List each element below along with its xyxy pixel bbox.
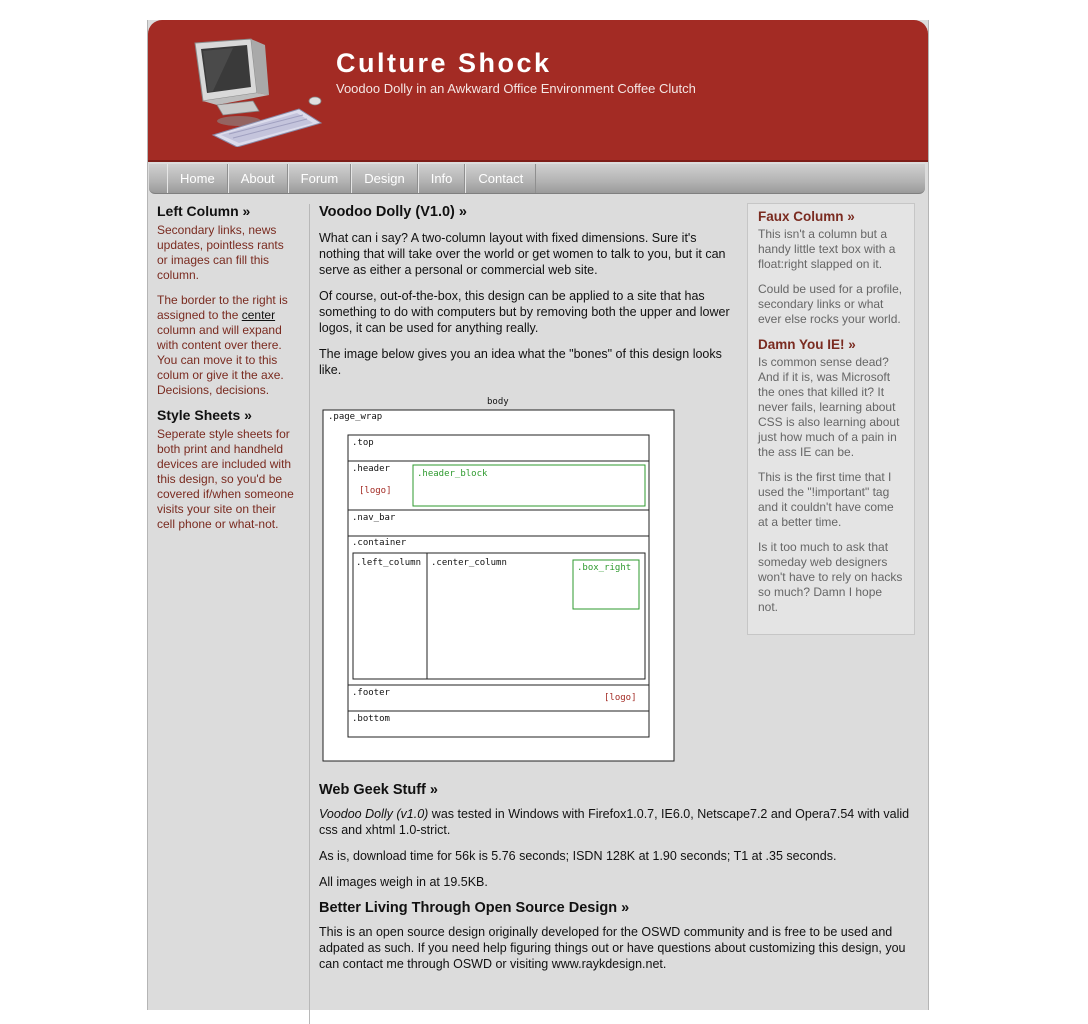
web-geek-paragraph: All images weigh in at 19.5KB. (319, 875, 488, 889)
damn-ie-text: This is the first time that I used the "!important" tag and it couldn't have come at a better time. (758, 470, 894, 529)
nav-item-home[interactable]: Home (167, 164, 228, 193)
layout-diagram (319, 395, 679, 765)
center-link[interactable]: center (241, 308, 276, 322)
diagram-label-header: .header (352, 464, 390, 474)
site-title: Culture Shock (336, 48, 552, 78)
diagram-label-bottom: .bottom (352, 714, 390, 724)
diagram-label-center-column: .center_column (431, 558, 507, 568)
text-segment: was tested in Windows with Firefox1.0.7, IE6.0, Netscape7.2 and Opera7.54 with valid css and xhtml 1.0-strict. (319, 807, 910, 837)
nav-item-info[interactable]: Info (418, 164, 466, 193)
faux-column-text: Could be used for a profile, secondary links or what ever else rocks your world. (758, 282, 903, 326)
diagram-logo-top: [logo] (359, 486, 392, 496)
center-paragraph: The image below gives you an idea what the "bones" of this design looks like. (319, 347, 722, 377)
diagram-label-footer: .footer (352, 688, 390, 698)
diagram-label-box-right: .box_right (577, 563, 632, 573)
web-geek-paragraph: As is, download time for 56k is 5.76 seconds; ISDN 128K at 1.90 seconds; T1 at .35 seconds. (319, 849, 837, 863)
center-paragraph: Of course, out-of-the-box, this design can be applied to a site that has something to do with computers but by removing both the upper and lower logos, it can be used for anything really. (319, 289, 730, 335)
text-segment: column and will expand with content over there. You can move it to this colum or give it the axe. Decisions, decisions. (157, 323, 284, 397)
center-title: Voodoo Dolly (V1.0) » (319, 204, 467, 220)
faux-column-text: This isn't a column but a handy little text box with a float:right slapped on it. (758, 227, 896, 271)
column-divider (309, 204, 310, 1024)
center-column (319, 204, 739, 388)
nav-item-contact[interactable]: Contact (465, 164, 536, 193)
nav-item-design[interactable]: Design (351, 164, 417, 193)
damn-ie-text: Is it too much to ask that someday web designers won't have to rely on hacks so much? Damn I hope not. (758, 540, 903, 614)
header (148, 20, 928, 162)
diagram-logo-bottom: [logo] (604, 693, 637, 703)
diagram-label-left-column: .left_column (356, 558, 422, 568)
diagram-top (348, 435, 649, 461)
faux-column-title: Faux Column » (758, 209, 855, 224)
page-wrap (147, 20, 929, 1010)
center-paragraph: What can i say? A two-column layout with fixed dimensions. Sure it's nothing that will take over the world or get women to talk to you, but it can serve as either a personal or commercial web site. (319, 231, 726, 277)
nav-item-about[interactable]: About (228, 164, 288, 193)
faux-column-box (747, 203, 915, 635)
style-sheets-title: Style Sheets » (157, 407, 252, 423)
nav-item-forum[interactable]: Forum (288, 164, 352, 193)
text-segment: The border to the right is assigned to the (157, 293, 288, 322)
diagram-label-nav-bar: .nav_bar (352, 513, 396, 523)
web-geek-title: Web Geek Stuff » (319, 782, 438, 798)
diagram-label-body: body (487, 397, 509, 407)
site-subtitle: Voodoo Dolly in an Awkward Office Environment Coffee Clutch (336, 81, 696, 96)
diagram-label-header-block: .header_block (417, 469, 488, 479)
left-column-border-text (157, 293, 297, 398)
diagram-label-page-wrap: .page_wrap (328, 412, 383, 422)
product-name: Voodoo Dolly (v1.0) (319, 807, 429, 821)
nav-bar (149, 164, 925, 194)
lower-content (319, 782, 914, 982)
diagram-label-top: .top (352, 438, 374, 448)
open-source-title: Better Living Through Open Source Design » (319, 900, 630, 916)
left-column (157, 204, 297, 542)
diagram-label-container: .container (352, 538, 407, 548)
left-column-text: Secondary links, news updates, pointless rants or images can fill this column. (157, 223, 284, 282)
left-column-title: Left Column » (157, 203, 251, 219)
open-source-paragraph: This is an open source design originally developed for the OSWD community and is free to be used and adpated as such. If you need help figuring things out or have questions about customizing this design, you can contact me through OSWD or visiting www.raykdesign.net. (319, 925, 906, 971)
damn-ie-text: Is common sense dead? And if it is, was Microsoft the ones that killed it? It never fails, learning about CSS is also learning about just how much of a pain in the ass IE can be. (758, 355, 900, 459)
style-sheets-text: Seperate style sheets for both print and handheld devices are included with this design, so you'd be covered if/when someone visits your site on their cell phone or what-not. (157, 427, 294, 531)
diagram-bottom (348, 711, 649, 737)
computer-logo-icon (173, 35, 323, 147)
web-geek-paragraph (319, 806, 914, 838)
nav-list (167, 164, 536, 193)
damn-ie-title: Damn You IE! » (758, 337, 856, 352)
